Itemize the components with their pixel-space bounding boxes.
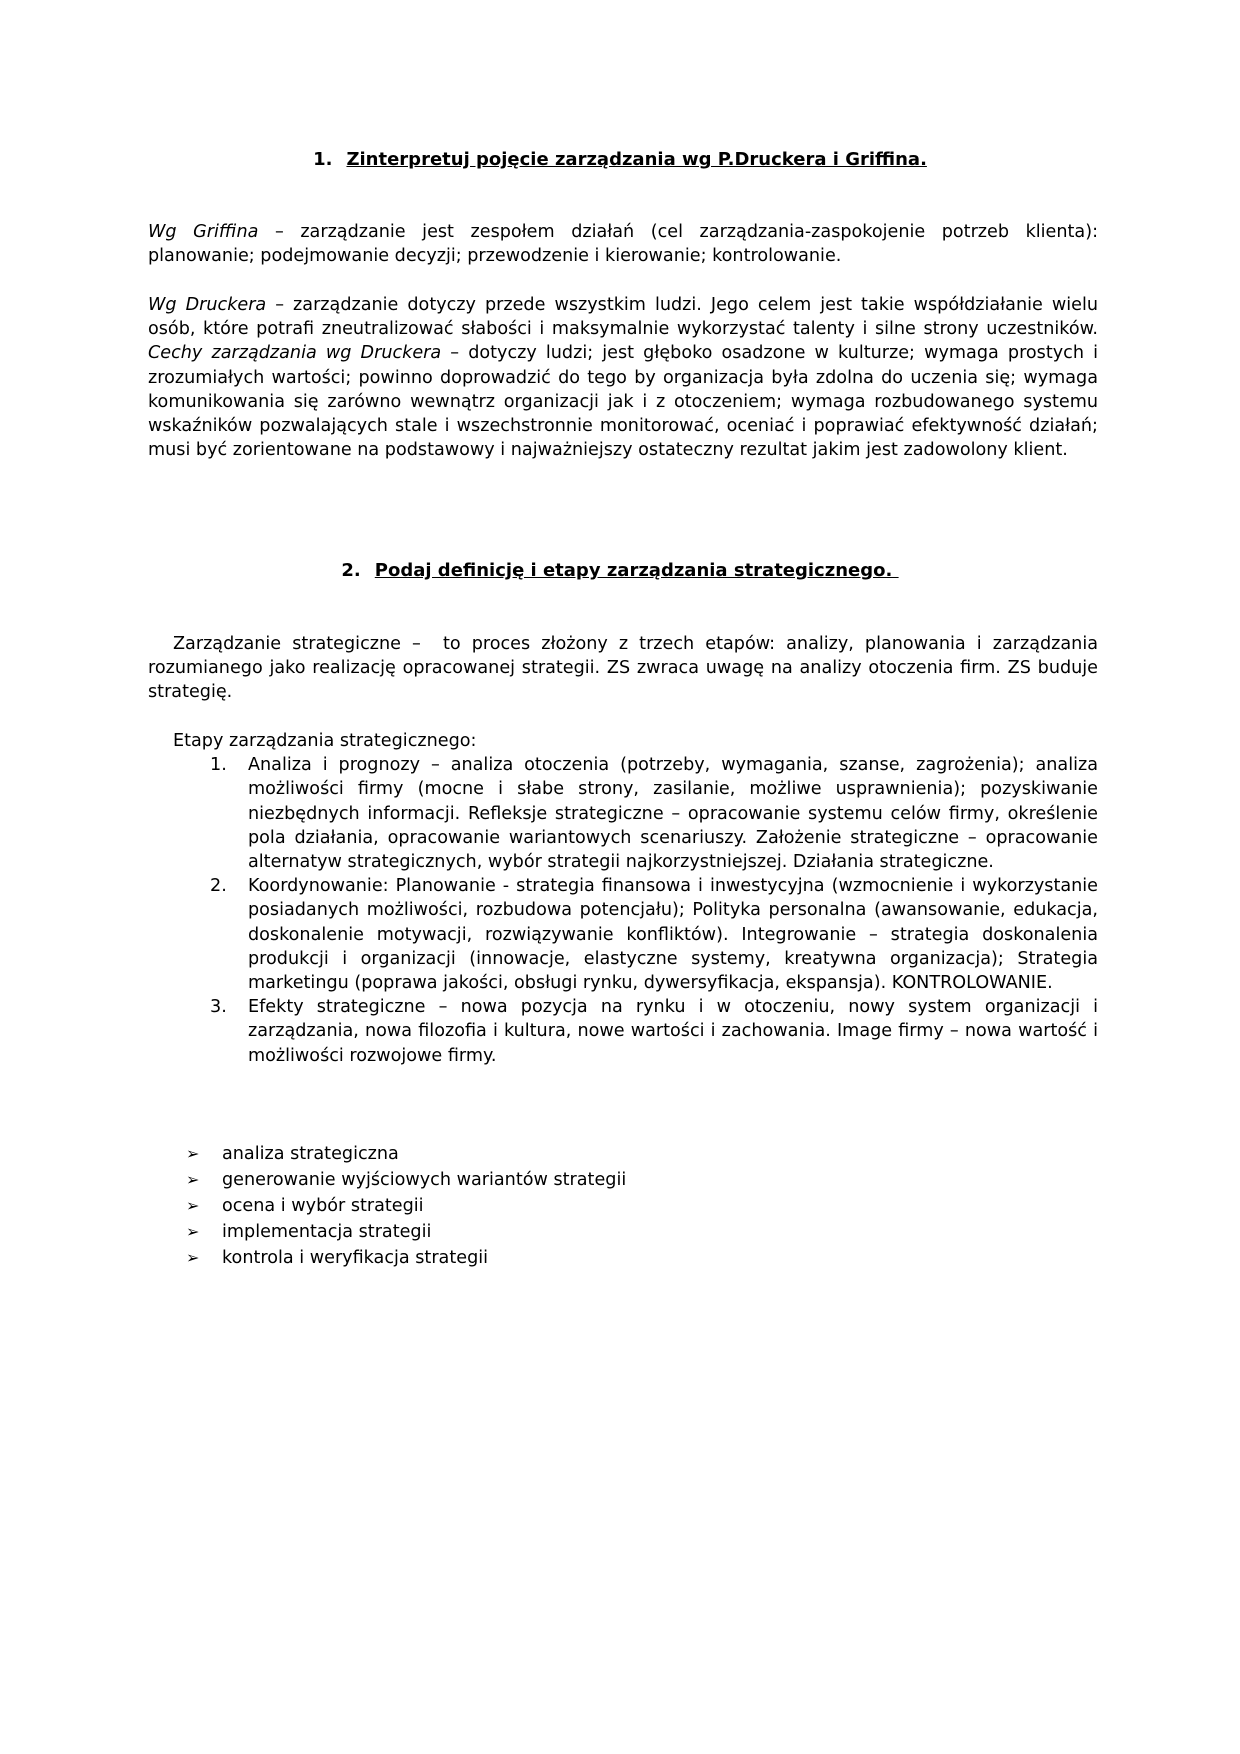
drucker-features-label: Cechy zarządzania wg Druckera xyxy=(148,343,442,364)
griffin-text: – zarządzanie jest zespołem działań (cel zarządzania-zaspokojenie potrzeb klienta): planowanie; podejmowanie decyzji; przewodzenie i kierowanie; kontrolowanie. xyxy=(148,222,1098,267)
stage-item xyxy=(148,995,1098,1068)
arrow-bullet-icon: ➢ xyxy=(186,1248,200,1267)
stage-item xyxy=(148,753,1098,874)
bullet-list xyxy=(148,1141,1098,1271)
bullet-text: kontrola i weryfikacja strategii xyxy=(222,1248,489,1268)
stages-block xyxy=(148,729,1098,1068)
section-1-heading xyxy=(0,148,1240,172)
drucker-label: Wg Druckera xyxy=(148,295,267,315)
section-2-heading xyxy=(0,559,1240,583)
stage-text: Koordynowanie: Planowanie - strategia finansowa i inwestycyjna (wzmocnienie i wykorzystanie posiadanych możliwości, rozbudowa potencjału); Polityka personalna (awansowanie, edukacja, doskonalenie motywacji, rozwiązywanie konfliktów). Integrowanie – strategia doskonalenia produkcji i organizacji (innowacje, elastyczne systemy, kreatywna organizacja); Strategia marketingu (poprawa jakości, obsługi rynku, dywersyfikacja, ekspansja). KONTROLOWANIE. xyxy=(248,876,1098,994)
drucker-paragraph xyxy=(148,293,1098,462)
definition-paragraph xyxy=(148,632,1104,705)
arrow-bullet-icon: ➢ xyxy=(186,1196,200,1215)
definition-text: Zarządzanie strategiczne – to proces złożony z trzech etapów: analizy, planowania i zarządzania rozumianego jako realizację opracowanej strategii. ZS zwraca uwagę na analizy otoczenia firm. ZS buduje strategię. xyxy=(148,634,1104,703)
arrow-bullet-icon: ➢ xyxy=(186,1144,200,1163)
bullet-text: ocena i wybór strategii xyxy=(222,1196,424,1216)
stages-intro: Etapy zarządzania strategicznego: xyxy=(173,731,477,751)
stage-number: 1. xyxy=(210,755,227,776)
bullet-text: implementacja strategii xyxy=(222,1222,432,1242)
stage-text: Efekty strategiczne – nowa pozycja na rynku i w otoczeniu, nowy system organizacji i zarządzania, nowa filozofia i kultura, nowe wartości i zachowania. Image firmy – nowa wartość i możliwości rozwojowe firmy. xyxy=(248,997,1098,1066)
bullet-item xyxy=(148,1245,1098,1271)
section-1-title: Zinterpretuj pojęcie zarządzania wg P.Druckera i Griffina. xyxy=(346,149,927,170)
arrow-bullet-icon: ➢ xyxy=(186,1170,200,1189)
griffin-paragraph xyxy=(148,220,1098,268)
bullet-item xyxy=(148,1167,1098,1193)
bullet-block xyxy=(148,1141,1098,1271)
arrow-bullet-icon: ➢ xyxy=(186,1222,200,1241)
stage-number: 3. xyxy=(210,997,227,1018)
drucker-text-1: – zarządzanie dotyczy przede wszystkim ludzi. Jego celem jest takie współdziałanie wielu osób, które potrafi zneutralizować słabości i maksymalnie wykorzystać talenty i silne strony uczestników. xyxy=(148,295,1098,340)
drucker-text-2: – dotyczy ludzi; jest głęboko osadzone w kulturze; wymaga prostych i zrozumiałych wartości; powinno doprowadzić do tego by organizacja była zdolna do uczenia się; wymaga komunikowania się zarówno wewnątrz organizacji jak i z otoczeniem; wymaga rozbudowanego systemu wskaźników pozwalających stale i wszechstronnie monitorować, oceniać i poprawiać efektywność działań; musi być zorientowane na podstawowy i najważniejszy ostateczny rezultat jakim jest zadowolony klient. xyxy=(148,343,1098,461)
bullet-item xyxy=(148,1141,1098,1167)
section-1-number: 1. xyxy=(313,149,333,170)
stages-list xyxy=(148,753,1098,1068)
stage-number: 2. xyxy=(210,876,227,897)
bullet-text: generowanie wyjściowych wariantów strategii xyxy=(222,1170,627,1190)
stage-item xyxy=(148,874,1098,995)
bullet-text: analiza strategiczna xyxy=(222,1144,399,1164)
bullet-item xyxy=(148,1219,1098,1245)
griffin-label: Wg Griffina xyxy=(148,222,259,242)
section-2-title: Podaj definicję i etapy zarządzania strategicznego. xyxy=(374,560,899,581)
bullet-item xyxy=(148,1193,1098,1219)
section-2-number: 2. xyxy=(341,560,361,581)
stage-text: Analiza i prognozy – analiza otoczenia (potrzeby, wymagania, szanse, zagrożenia); analiza możliwości firmy (mocne i słabe strony, zasilanie, możliwe usprawnienia); pozyskiwanie niezbędnych informacji. Refleksje strategiczne – opracowanie systemu celów firmy, określenie pola działania, opracowanie wariantowych scenariuszy. Założenie strategiczne – opracowanie alternatyw strategicznych, wybór strategii najkorzystniejszej. Działania strategiczne. xyxy=(248,755,1098,873)
